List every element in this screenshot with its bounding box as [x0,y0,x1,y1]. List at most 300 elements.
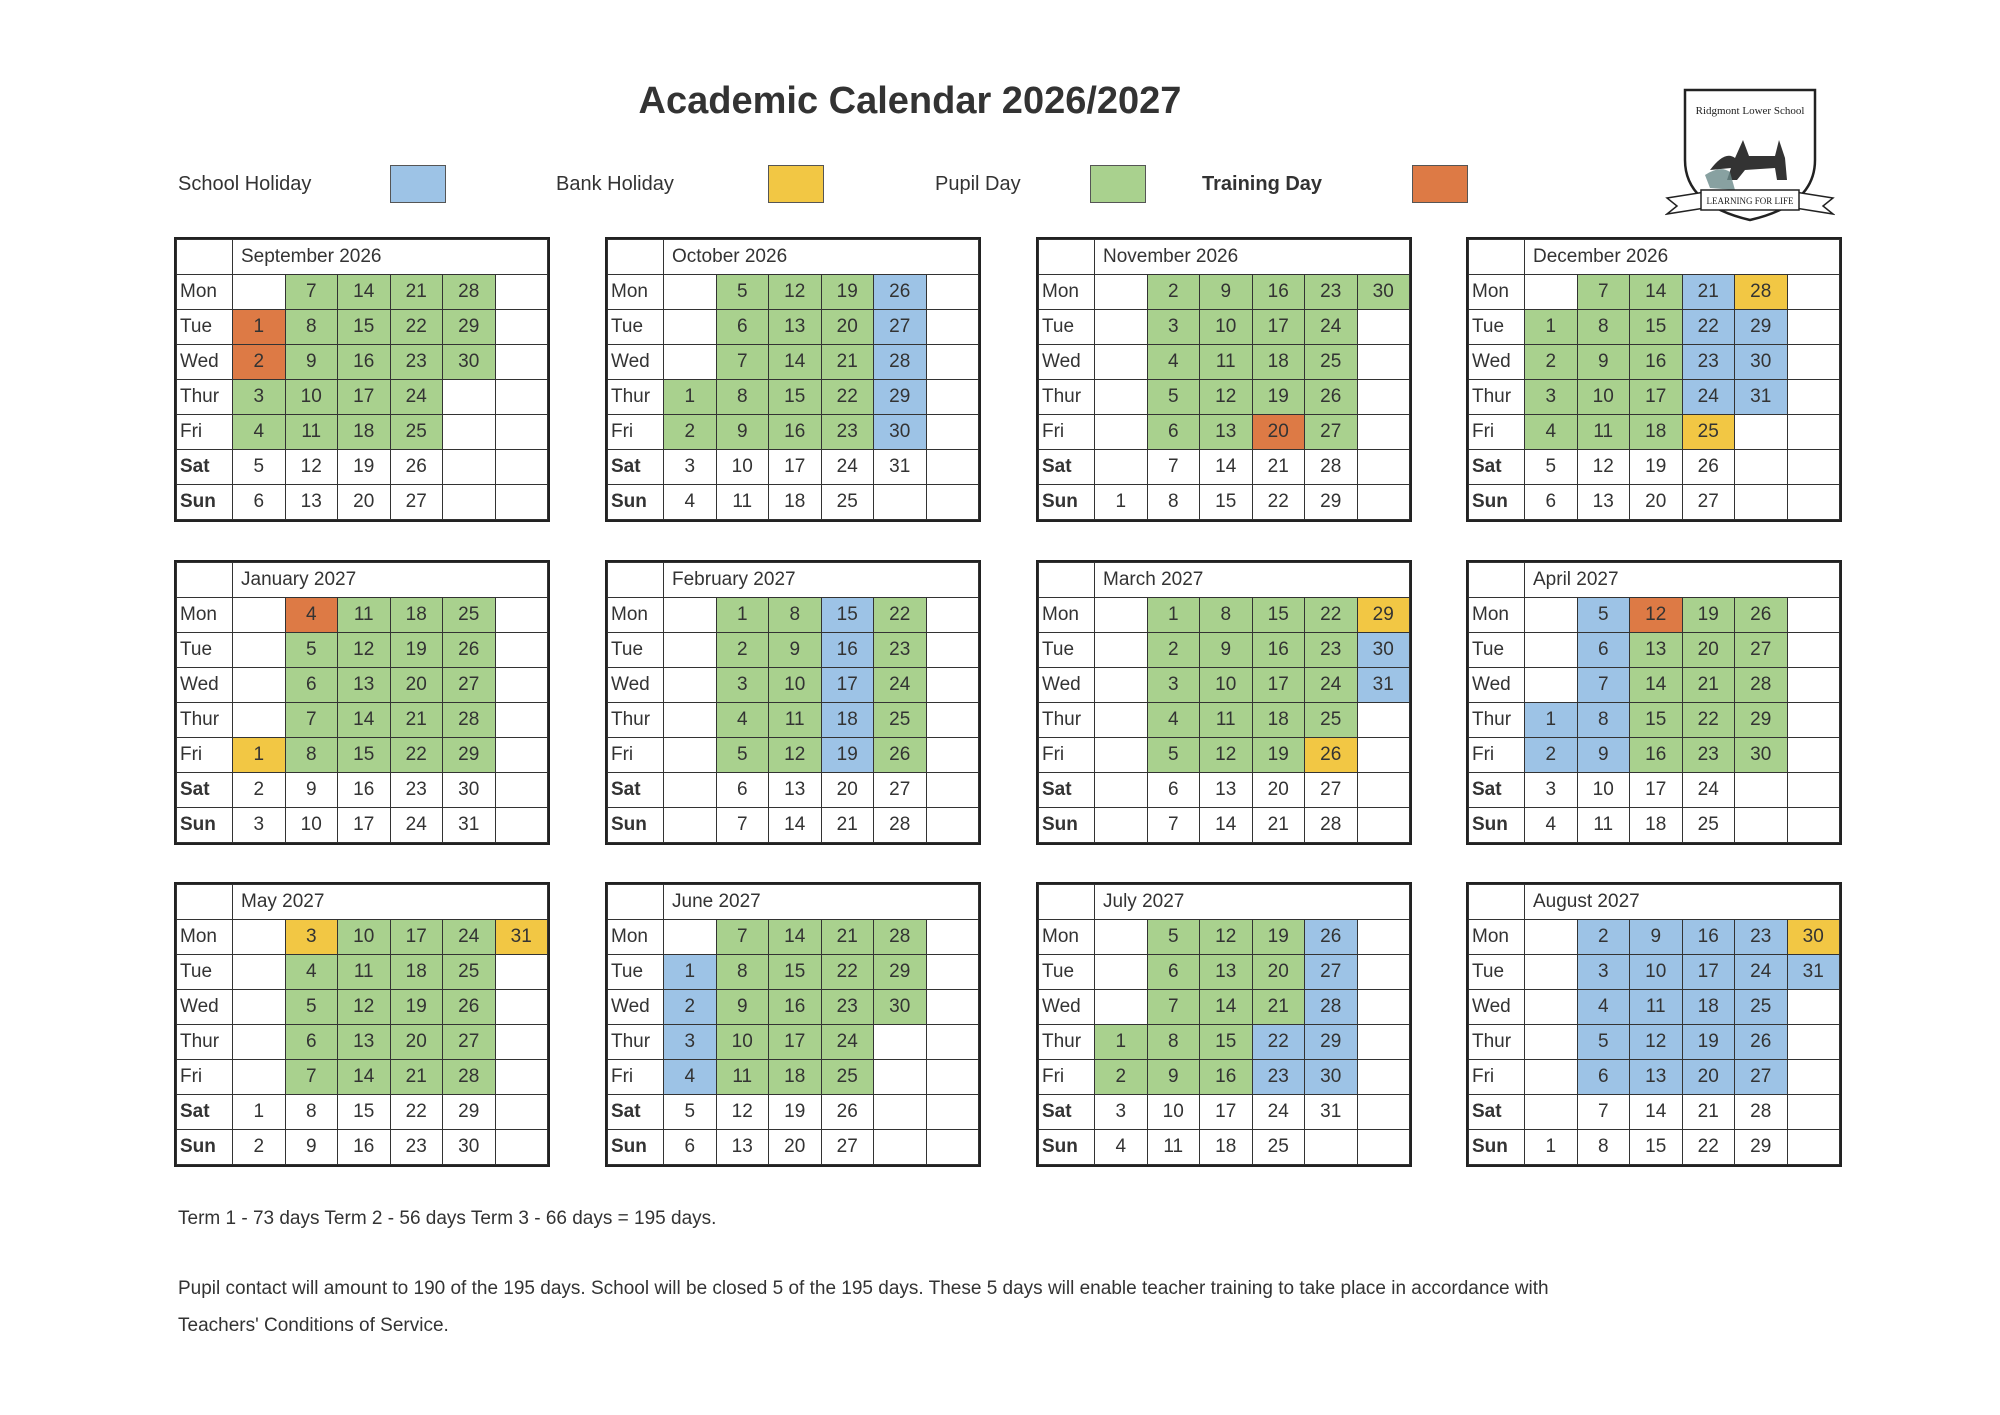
date-cell: 28 [1305,990,1358,1025]
date-cell [926,738,979,773]
date-cell [1357,990,1410,1025]
day-label: Tue [1469,310,1525,345]
month-header-row [1469,563,1840,598]
date-cell: 28 [443,275,496,310]
day-label: Fri [1039,738,1095,773]
date-cell: 13 [716,1130,769,1165]
month-calendar [605,560,981,845]
week-day-row [1039,1025,1410,1060]
date-cell: 17 [769,1025,822,1060]
date-cell: 10 [1200,668,1253,703]
date-cell [1095,738,1148,773]
date-cell [1095,633,1148,668]
terms-summary: Term 1 - 73 days Term 2 - 56 days Term 3 - 66 days = 195 days. [178,1208,717,1229]
date-cell: 18 [1200,1130,1253,1165]
date-cell: 13 [1200,773,1253,808]
date-cell: 24 [390,380,443,415]
date-cell: 7 [716,808,769,843]
date-cell: 25 [443,955,496,990]
month-header-row [177,885,548,920]
date-cell: 17 [769,450,822,485]
date-cell: 1 [1525,310,1578,345]
date-cell: 18 [1252,345,1305,380]
week-day-row [177,703,548,738]
day-label: Fri [1469,1060,1525,1095]
month-title: September 2026 [233,240,548,275]
week-day-row [608,1095,979,1130]
date-cell: 12 [769,738,822,773]
date-cell: 1 [1147,598,1200,633]
date-cell: 9 [1147,1060,1200,1095]
date-cell: 25 [821,1060,874,1095]
date-cell: 16 [1252,275,1305,310]
legend-label-text: Training Day [1202,172,1323,195]
date-cell: 18 [390,955,443,990]
date-cell: 22 [1682,310,1735,345]
day-label: Tue [1469,955,1525,990]
day-label: Wed [177,668,233,703]
week-day-row [177,275,548,310]
week-day-row [608,990,979,1025]
date-cell [926,415,979,450]
day-label: Thur [608,380,664,415]
date-cell [926,1130,979,1165]
week-day-row [608,1060,979,1095]
date-cell: 8 [1577,1130,1630,1165]
date-cell: 24 [821,1025,874,1060]
date-cell: 15 [769,955,822,990]
week-day-row [1469,415,1840,450]
date-cell: 4 [1577,990,1630,1025]
note-line-2: Teachers' Conditions of Service. [178,1315,449,1336]
date-cell [1095,990,1148,1025]
date-cell: 27 [1305,773,1358,808]
week-day-row [177,310,548,345]
date-cell: 24 [1735,955,1788,990]
day-label: Wed [608,990,664,1025]
day-label: Sat [1039,450,1095,485]
header-blank-cell [1469,240,1525,275]
week-day-row [1469,703,1840,738]
legend-label [935,165,1021,203]
date-cell [1787,415,1840,450]
week-day-row [177,345,548,380]
date-cell: 15 [1200,485,1253,520]
date-cell: 7 [1577,275,1630,310]
day-label: Sat [1469,1095,1525,1130]
date-cell: 27 [874,773,927,808]
day-label: Tue [177,310,233,345]
month-title: June 2027 [664,885,979,920]
day-label: Fri [1469,415,1525,450]
legend-label-text: Pupil Day [935,172,1021,195]
date-cell: 18 [769,485,822,520]
date-cell: 29 [874,380,927,415]
date-cell: 9 [1630,920,1683,955]
date-cell: 8 [1577,703,1630,738]
day-label: Sun [608,485,664,520]
day-label: Tue [1039,633,1095,668]
date-cell: 8 [769,598,822,633]
day-label: Fri [1039,1060,1095,1095]
week-day-row [1469,738,1840,773]
day-label: Tue [608,955,664,990]
date-cell: 20 [821,310,874,345]
week-day-row [1469,345,1840,380]
date-cell: 16 [1682,920,1735,955]
date-cell [926,955,979,990]
date-cell: 15 [338,1095,391,1130]
page-title: Academic Calendar 2026/2027 [638,80,1182,122]
week-day-row [608,738,979,773]
date-cell: 21 [390,275,443,310]
date-cell: 27 [1735,1060,1788,1095]
day-label: Tue [177,633,233,668]
date-cell: 4 [233,415,286,450]
date-cell: 6 [1577,633,1630,668]
week-day-row [1039,1060,1410,1095]
week-day-row [1469,1025,1840,1060]
header-blank-cell [1469,563,1525,598]
date-cell: 14 [1200,990,1253,1025]
date-cell: 26 [1305,380,1358,415]
legend-swatch [768,165,824,203]
month-calendar [174,882,550,1167]
day-label: Tue [177,955,233,990]
date-cell: 25 [390,415,443,450]
date-cell [1525,920,1578,955]
date-cell: 11 [1630,990,1683,1025]
date-cell: 23 [390,773,443,808]
date-cell: 20 [1682,1060,1735,1095]
date-cell: 19 [769,1095,822,1130]
month-table [176,884,548,1165]
date-cell: 7 [1147,450,1200,485]
month-header-row [177,240,548,275]
date-cell: 3 [1525,773,1578,808]
date-cell: 10 [1630,955,1683,990]
week-day-row [177,773,548,808]
date-cell [664,773,717,808]
date-cell: 11 [1200,703,1253,738]
month-header-row [1469,885,1840,920]
day-label: Tue [608,310,664,345]
day-label: Wed [1469,990,1525,1025]
date-cell: 14 [338,703,391,738]
date-cell: 6 [1147,773,1200,808]
date-cell: 8 [716,380,769,415]
week-day-row [1039,773,1410,808]
week-day-row [1039,1130,1410,1165]
date-cell [1357,1130,1410,1165]
date-cell [1525,955,1578,990]
date-cell: 10 [285,380,338,415]
date-cell: 31 [1357,668,1410,703]
date-cell [233,598,286,633]
week-day-row [1469,920,1840,955]
date-cell: 29 [1735,1130,1788,1165]
day-label: Sat [1469,450,1525,485]
day-label: Wed [177,990,233,1025]
date-cell: 13 [1630,633,1683,668]
date-cell: 20 [769,1130,822,1165]
date-cell: 7 [1577,668,1630,703]
date-cell: 2 [1147,275,1200,310]
date-cell: 9 [285,773,338,808]
date-cell: 8 [1577,310,1630,345]
date-cell: 22 [1682,703,1735,738]
date-cell: 13 [1200,955,1253,990]
date-cell: 31 [874,450,927,485]
date-cell: 30 [874,990,927,1025]
date-cell: 12 [716,1095,769,1130]
date-cell: 2 [1095,1060,1148,1095]
date-cell: 22 [390,310,443,345]
month-header-row [177,563,548,598]
week-day-row [1039,920,1410,955]
date-cell: 13 [338,668,391,703]
date-cell: 20 [390,668,443,703]
date-cell: 3 [233,808,286,843]
date-cell [1357,773,1410,808]
date-cell: 15 [821,598,874,633]
date-cell: 9 [769,633,822,668]
date-cell: 24 [1682,380,1735,415]
date-cell: 29 [1735,703,1788,738]
date-cell: 31 [1735,380,1788,415]
month-calendar [1466,882,1842,1167]
date-cell: 30 [1735,345,1788,380]
date-cell: 23 [390,345,443,380]
date-cell [1095,598,1148,633]
date-cell [874,485,927,520]
date-cell: 30 [1305,1060,1358,1095]
day-label: Mon [1469,598,1525,633]
date-cell: 18 [390,598,443,633]
date-cell: 21 [1682,275,1735,310]
date-cell: 19 [821,275,874,310]
date-cell: 4 [664,485,717,520]
date-cell [1095,310,1148,345]
date-cell [1787,275,1840,310]
week-day-row [1469,485,1840,520]
date-cell: 12 [338,990,391,1025]
date-cell [1095,275,1148,310]
month-table [607,239,979,520]
date-cell [1787,668,1840,703]
day-label: Wed [1039,990,1095,1025]
date-cell [664,310,717,345]
day-label: Mon [177,920,233,955]
date-cell [1357,345,1410,380]
svg-text:LEARNING FOR LIFE: LEARNING FOR LIFE [1706,196,1794,206]
date-cell: 29 [1735,310,1788,345]
date-cell [443,415,496,450]
day-label: Sun [608,808,664,843]
date-cell [664,633,717,668]
month-table [1038,562,1410,843]
date-cell: 19 [1630,450,1683,485]
week-day-row [1039,598,1410,633]
date-cell [495,668,548,703]
date-cell: 20 [821,773,874,808]
week-day-row [1039,485,1410,520]
date-cell: 4 [1525,808,1578,843]
week-day-row [177,1060,548,1095]
date-cell: 27 [390,485,443,520]
date-cell [1525,1095,1578,1130]
date-cell: 5 [1147,738,1200,773]
day-label: Sun [177,1130,233,1165]
date-cell: 9 [1200,275,1253,310]
date-cell [1095,345,1148,380]
date-cell: 26 [443,633,496,668]
date-cell: 10 [769,668,822,703]
date-cell: 27 [443,668,496,703]
day-label: Sat [1039,773,1095,808]
date-cell: 31 [1305,1095,1358,1130]
date-cell: 26 [1305,920,1358,955]
date-cell: 26 [1682,450,1735,485]
date-cell: 1 [1095,1025,1148,1060]
day-label: Fri [1039,415,1095,450]
date-cell: 11 [769,703,822,738]
month-calendar [1036,237,1412,522]
date-cell: 27 [1305,955,1358,990]
date-cell: 21 [821,920,874,955]
date-cell [233,275,286,310]
day-label: Sun [1469,808,1525,843]
date-cell [1787,450,1840,485]
date-cell: 12 [769,275,822,310]
date-cell: 5 [1577,1025,1630,1060]
date-cell: 17 [1252,310,1305,345]
date-cell [495,633,548,668]
day-label: Sat [177,1095,233,1130]
date-cell [926,633,979,668]
week-day-row [1039,1095,1410,1130]
date-cell: 6 [1147,955,1200,990]
date-cell: 11 [1147,1130,1200,1165]
date-cell: 1 [1525,703,1578,738]
date-cell: 5 [233,450,286,485]
date-cell: 13 [1630,1060,1683,1095]
date-cell [926,773,979,808]
month-title: August 2027 [1525,885,1840,920]
week-day-row [608,808,979,843]
week-day-row [177,920,548,955]
date-cell: 23 [1682,738,1735,773]
week-day-row [608,380,979,415]
date-cell: 26 [874,738,927,773]
day-label: Fri [608,1060,664,1095]
date-cell: 17 [1252,668,1305,703]
day-label: Sun [177,808,233,843]
date-cell: 14 [1630,1095,1683,1130]
date-cell: 25 [821,485,874,520]
week-day-row [608,598,979,633]
date-cell: 20 [1252,773,1305,808]
date-cell: 14 [769,808,822,843]
date-cell: 23 [821,990,874,1025]
date-cell: 7 [285,275,338,310]
date-cell: 31 [443,808,496,843]
date-cell [495,955,548,990]
week-day-row [1039,310,1410,345]
day-label: Fri [608,415,664,450]
date-cell: 8 [285,1095,338,1130]
date-cell: 2 [1147,633,1200,668]
day-label: Thur [608,703,664,738]
date-cell [1357,808,1410,843]
date-cell: 19 [1252,920,1305,955]
date-cell: 11 [285,415,338,450]
month-table [607,884,979,1165]
date-cell: 10 [1577,773,1630,808]
date-cell [443,450,496,485]
date-cell: 11 [716,485,769,520]
date-cell: 13 [769,310,822,345]
date-cell: 31 [1787,955,1840,990]
date-cell: 28 [874,345,927,380]
date-cell: 9 [1577,345,1630,380]
note-line-1: Pupil contact will amount to 190 of the 195 days. School will be closed 5 of the 195 days. These 5 days will enable teacher training to take place in accordance with [178,1278,1549,1299]
date-cell: 27 [443,1025,496,1060]
date-cell [1787,380,1840,415]
week-day-row [608,1130,979,1165]
day-label: Wed [608,345,664,380]
date-cell [664,738,717,773]
date-cell [233,1060,286,1095]
date-cell: 27 [874,310,927,345]
date-cell: 7 [716,920,769,955]
date-cell: 4 [1147,703,1200,738]
date-cell: 10 [1147,1095,1200,1130]
legend-label [178,165,311,203]
day-label: Sat [177,773,233,808]
date-cell: 26 [821,1095,874,1130]
date-cell: 1 [233,1095,286,1130]
date-cell: 19 [1682,598,1735,633]
week-day-row [177,808,548,843]
day-label: Fri [177,738,233,773]
date-cell: 24 [443,920,496,955]
date-cell: 2 [664,415,717,450]
week-day-row [177,990,548,1025]
day-label: Mon [608,275,664,310]
month-title: April 2027 [1525,563,1840,598]
date-cell [1735,485,1788,520]
date-cell [1357,738,1410,773]
month-title: December 2026 [1525,240,1840,275]
date-cell: 14 [338,275,391,310]
date-cell: 22 [874,598,927,633]
date-cell: 29 [443,310,496,345]
date-cell: 7 [1147,990,1200,1025]
month-table [1468,239,1840,520]
date-cell: 3 [1525,380,1578,415]
week-day-row [1469,633,1840,668]
date-cell: 10 [1577,380,1630,415]
week-day-row [177,1130,548,1165]
date-cell: 17 [1630,773,1683,808]
date-cell: 28 [1735,668,1788,703]
date-cell: 23 [1682,345,1735,380]
date-cell: 25 [1735,990,1788,1025]
day-label: Mon [608,920,664,955]
date-cell: 28 [1735,275,1788,310]
day-label: Thur [1469,1025,1525,1060]
